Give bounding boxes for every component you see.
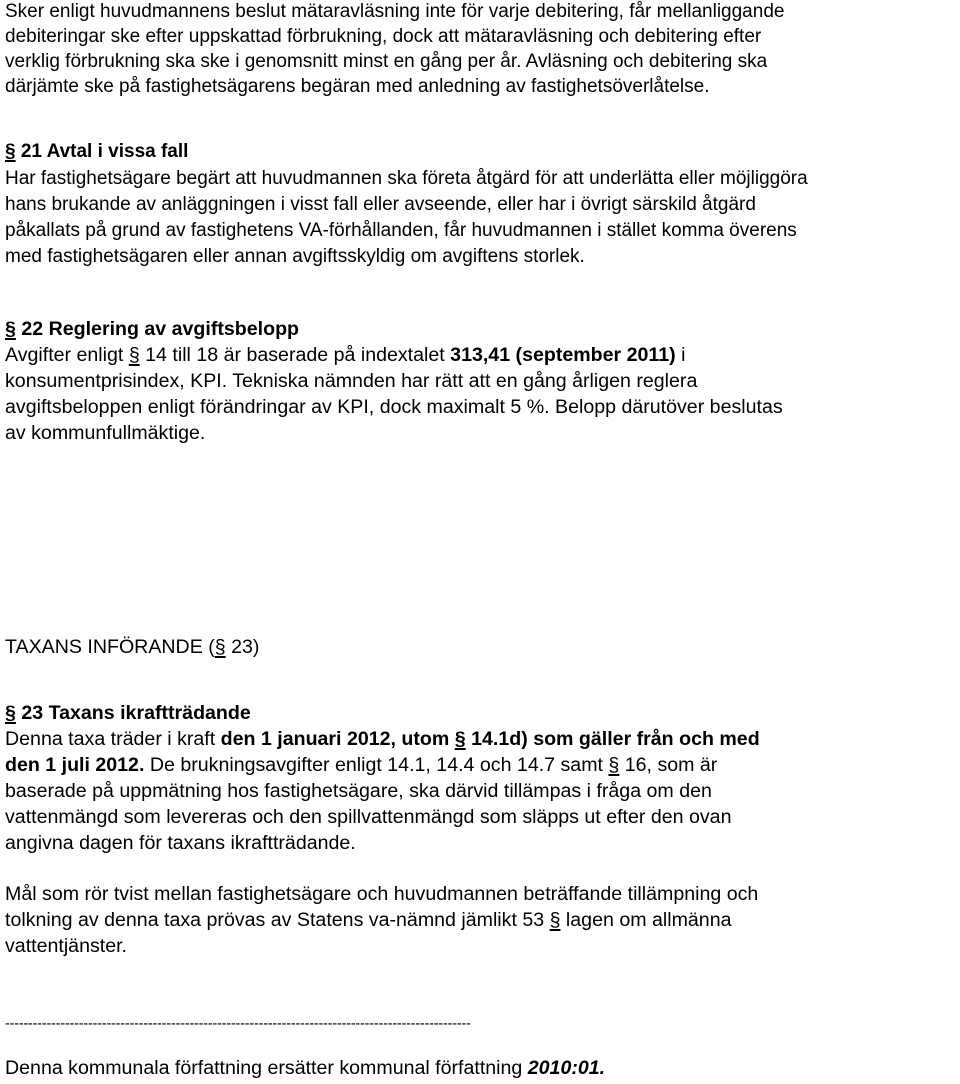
text-line — [5, 342, 685, 368]
text-run: Denna kommunala författning ersätter kommunal författning — [5, 1057, 528, 1079]
date-text: 14.1d) som gäller från och med — [465, 728, 760, 750]
index-value: 313,41 (september 2011) — [450, 344, 676, 366]
text-line: Har fastighetsägare begärt att huvudmannen ska företa åtgärd för att underlätta eller möjliggöra — [5, 168, 808, 189]
text-line — [5, 726, 760, 752]
section-sign: § — [454, 728, 466, 750]
text-run: lagen om allmänna — [560, 909, 732, 931]
text-run: TAXANS INFÖRANDE ( — [5, 636, 215, 658]
text-line: debiteringar ske efter uppskattad förbrukning, dock att mätaravläsning och debitering efter — [5, 26, 762, 47]
dash-separator: ----------------------------------------------------------------------------------------------------- — [5, 1016, 471, 1032]
text-line: vattenmängd som levereras och den spillvattenmängd som släpps ut efter den ovan — [5, 806, 732, 828]
text-line: med fastighetsägaren eller annan avgiftsskyldig om avgiftens storlek. — [5, 246, 585, 267]
text-line: vattentjänster. — [5, 935, 127, 957]
section-sign: § — [128, 344, 140, 366]
section-title: 23 Taxans ikraftträdande — [15, 702, 251, 724]
text-run: 14 till 18 är baserade på indextalet — [139, 344, 451, 366]
text-run: i — [675, 344, 686, 366]
text-line: Mål som rör tvist mellan fastighetsägare och huvudmannen beträffande tillämpning och — [5, 883, 759, 905]
text-line — [5, 907, 732, 933]
text-line: angivna dagen för taxans ikraftträdande. — [5, 832, 356, 854]
text-run: tolkning av denna taxa prövas av Statens va-nämnd jämlikt 53 — [5, 909, 550, 931]
date-text: den 1 juli 2012. — [5, 754, 145, 776]
date-text: den 1 januari 2012, utom — [220, 728, 455, 750]
section-sign: § — [549, 909, 561, 931]
section-21-heading — [5, 140, 188, 164]
text-line — [5, 634, 259, 660]
section-sign: § — [608, 754, 620, 776]
text-line: konsumentprisindex, KPI. Tekniska nämnden har rätt att en gång årligen reglera — [5, 370, 698, 392]
section-sign: § — [5, 141, 16, 162]
text-line — [5, 1055, 605, 1081]
text-run: Avgifter enligt — [5, 344, 129, 366]
text-run: De brukningsavgifter enligt 14.1, 14.4 och 14.7 samt — [144, 754, 609, 776]
section-title: 22 Reglering av avgiftsbelopp — [15, 318, 300, 340]
section-22-heading — [5, 316, 299, 342]
text-line: påkallats på grund av fastighetens VA-förhållanden, får huvudmannen i stället komma överens — [5, 220, 797, 241]
section-sign: § — [214, 636, 226, 658]
ordinance-reference: 2010:01. — [527, 1057, 606, 1079]
text-run: 23) — [225, 636, 260, 658]
text-line: baserade på uppmätning hos fastighetsägare, ska därvid tillämpas i fråga om den — [5, 780, 712, 802]
text-line: verklig förbrukning ska ske i genomsnitt minst en gång per år. Avläsning och debitering ska — [5, 51, 768, 72]
text-line: därjämte ske på fastighetsägarens begäran med anledning av fastighetsöverlåtelse. — [5, 76, 710, 97]
text-line: Sker enligt huvudmannens beslut mätaravläsning inte för varje debitering, får mellanliggande — [5, 1, 785, 22]
section-sign: § — [5, 318, 16, 340]
text-line: hans brukande av anläggningen i visst fall eller avseende, eller har i övrigt särskild åtgärd — [5, 194, 756, 215]
text-line: avgiftsbeloppen enligt förändringar av KPI, dock maximalt 5 %. Belopp därutöver beslutas — [5, 396, 783, 418]
text-run: Denna taxa träder i kraft — [5, 728, 221, 750]
text-line: av kommunfullmäktige. — [5, 422, 206, 444]
section-title: 21 Avtal i vissa fall — [15, 141, 189, 162]
text-run: 16, som är — [619, 754, 718, 776]
text-line — [5, 752, 717, 778]
section-sign: § — [5, 702, 16, 724]
section-23-heading — [5, 700, 251, 726]
